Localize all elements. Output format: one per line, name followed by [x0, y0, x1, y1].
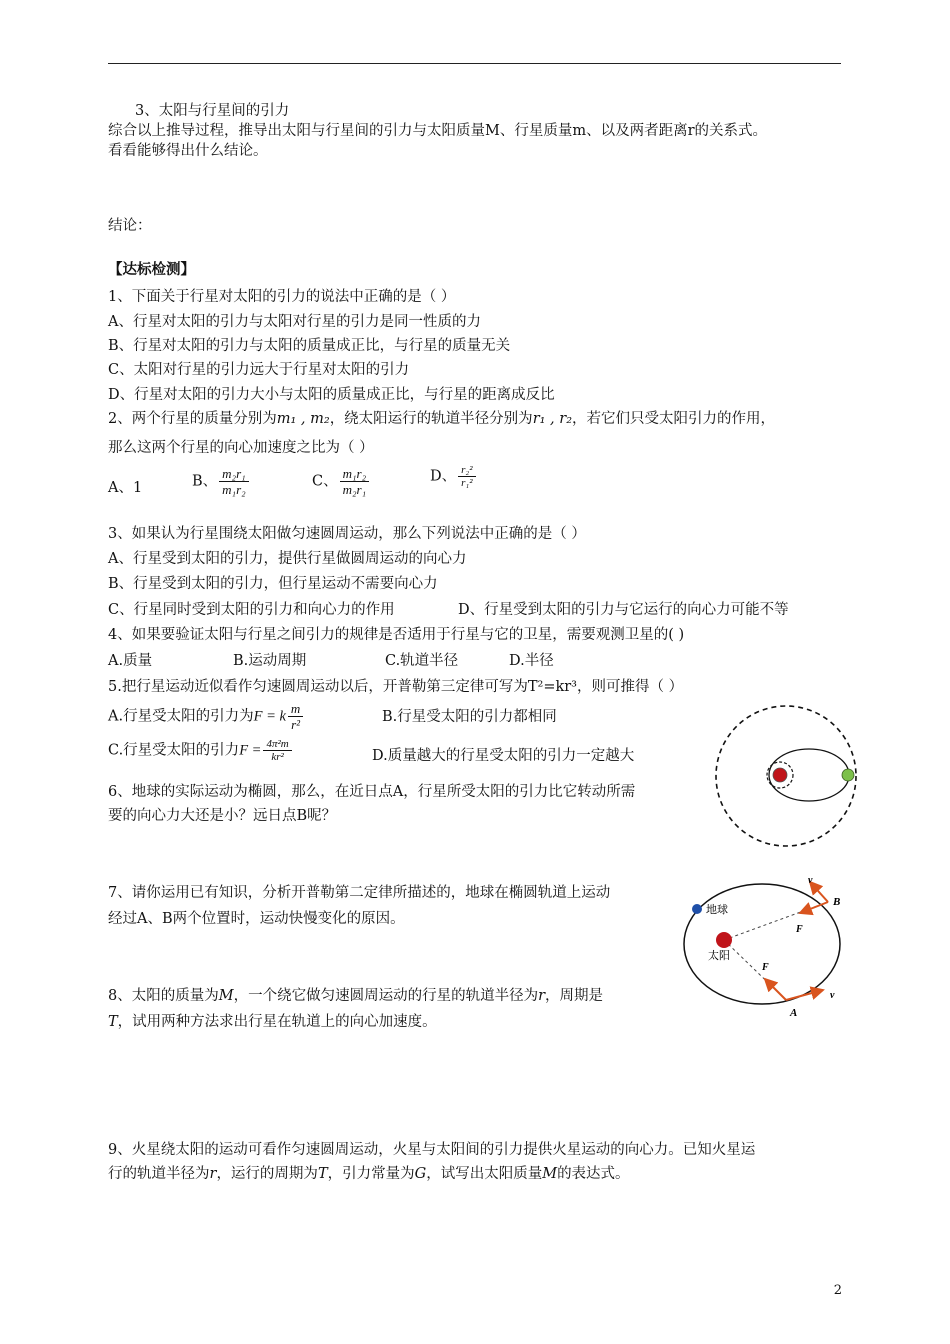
q4-stem: 4、如果要验证太阳与行星之间引力的规律是否适用于行星与它的卫星，需要观测卫星的( )	[108, 627, 685, 643]
f-label-a: F	[762, 962, 769, 973]
q3-option-a: A、行星受到太阳的引力，提供行星做圆周运动的向心力	[108, 551, 467, 567]
sun-icon	[773, 768, 787, 782]
q2-b-denominator: m₁r₂	[222, 482, 246, 497]
planet-icon	[842, 769, 854, 781]
q7-line2: 经过A、B两个位置时，运动快慢变化的原因。	[108, 911, 405, 927]
v-label-b: v	[808, 875, 813, 886]
v-label-a: v	[830, 990, 835, 1001]
q2-stem: 2、两个行星的质量分别为m₁ , m₂，绕太阳运行的轨道半径分别为r₁ , r₂，若它们只受太阳引力的作用，	[108, 411, 776, 427]
q5-option-a: A.行星受太阳的引力为F = k $\frac{m}{\text{r²}}$	[108, 701, 305, 732]
q8-line2: T，试用两种方法求出行星在轨道上的向心加速度。	[108, 1014, 437, 1030]
q2-d-denominator: r₁²	[461, 477, 473, 489]
q5-option-d: D.质量越大的行星受太阳的引力一定越大	[372, 748, 635, 764]
q4-option-a: A.质量	[108, 653, 153, 669]
q5-option-c: C.行星受太阳的引力F = $\frac{\text{4π²m}}{\text{kr²}}$	[108, 738, 294, 763]
q8-line1: 8、太阳的质量为M，一个绕它做匀速圆周运动的行星的轨道半径为r，周期是	[108, 988, 604, 1004]
q6-line2: 要的向心力大还是小？远日点B呢？	[108, 808, 337, 824]
q2-c-denominator: m₂r₁	[342, 482, 367, 497]
a-label: A	[790, 1007, 798, 1019]
q3-option-c: C、行星同时受到太阳的引力和向心力的作用	[108, 602, 395, 618]
velocity-arrow-a	[786, 990, 823, 1000]
section3-title: 3、太阳与行星间的引力	[135, 103, 290, 119]
q9-line1: 9、火星绕太阳的运动可看作匀速圆周运动，火星与太阳间的引力提供火星运动的向心力。已知火星运	[108, 1142, 756, 1158]
earth-label: 地球	[706, 903, 728, 916]
force-arrow-a	[765, 979, 786, 1000]
sun-icon	[716, 932, 732, 948]
conclusion-label: 结论：	[108, 218, 152, 234]
q6-line1: 6、地球的实际运动为椭圆，那么，在近日点A，行星所受太阳的引力比它转动所需	[108, 784, 636, 800]
q1-option-a: A、行星对太阳的引力与太阳对行星的引力是同一性质的力	[108, 314, 481, 330]
q2-option-c: C、 $\frac{\text{m₁r₂}}{\text{m₂r₁}}$	[312, 466, 371, 497]
earth-orbit	[684, 884, 840, 1004]
header-rule	[108, 63, 841, 64]
section3-line2: 看看能够得出什么结论。	[108, 143, 268, 159]
q2-c-numerator: m₁r₂	[340, 466, 370, 482]
q9-line2: 行的轨道半径为r，运行的周期为T，引力常量为G，试写出太阳质量M的表达式。	[108, 1166, 630, 1182]
q5-option-b: B.行星受太阳的引力都相同	[382, 709, 557, 725]
f-label-b: F	[796, 924, 803, 935]
q3-option-d: D、行星受到太阳的引力与它运行的向心力可能不等	[458, 602, 789, 618]
q2-line2: 那么这两个行星的向心加速度之比为（ ）	[108, 440, 374, 456]
q2-option-a: A、1	[108, 480, 143, 496]
b-label: B	[833, 896, 841, 908]
q2-b-numerator: m₂r₁	[219, 466, 249, 482]
q1-option-b: B、行星对太阳的引力与太阳的质量成正比，与行星的质量无关	[108, 338, 511, 354]
kepler-figure	[678, 872, 848, 1022]
page-number: 2	[833, 1283, 842, 1298]
q1-option-c: C、太阳对行星的引力远大于行星对太阳的引力	[108, 362, 410, 378]
earth-icon	[692, 904, 702, 914]
section-heading: 【达标检测】	[108, 261, 195, 278]
q1-option-d: D、行星对太阳的引力大小与太阳的质量成正比，与行星的距离成反比	[108, 387, 555, 403]
q2-option-b: B、 $\frac{\text{m₂r₁}}{\text{m₁r₂}}$	[192, 466, 251, 497]
q5-stem: 5.把行星运动近似看作匀速圆周运动以后，开普勒第三定律可写为T²=kr³，则可推得（ ）	[108, 679, 684, 695]
orbit-figure	[706, 704, 866, 849]
q3-option-b: B、行星受到太阳的引力，但行星运动不需要向心力	[108, 576, 438, 592]
q4-option-d: D.半径	[509, 653, 554, 669]
sun-label: 太阳	[708, 949, 730, 962]
q7-line1: 7、请你运用已有知识，分析开普勒第二定律所描述的，地球在椭圆轨道上运动	[108, 885, 611, 901]
q2-option-d: D、 $\frac{\text{r₂²}}{\text{r₁²}}$	[430, 464, 478, 489]
q4-option-b: B.运动周期	[233, 653, 307, 669]
q2-d-numerator: r₂²	[458, 464, 475, 477]
section3-line1: 综合以上推导过程，推导出太阳与行星间的引力与太阳质量M、行星质量m、以及两者距离r的关系式。	[108, 123, 768, 139]
q1-stem: 1、下面关于行星对太阳的引力的说法中正确的是（ ）	[108, 289, 456, 305]
q3-stem: 3、如果认为行星围绕太阳做匀速圆周运动，那么下列说法中正确的是（ ）	[108, 526, 586, 542]
q4-option-c: C.轨道半径	[385, 653, 459, 669]
